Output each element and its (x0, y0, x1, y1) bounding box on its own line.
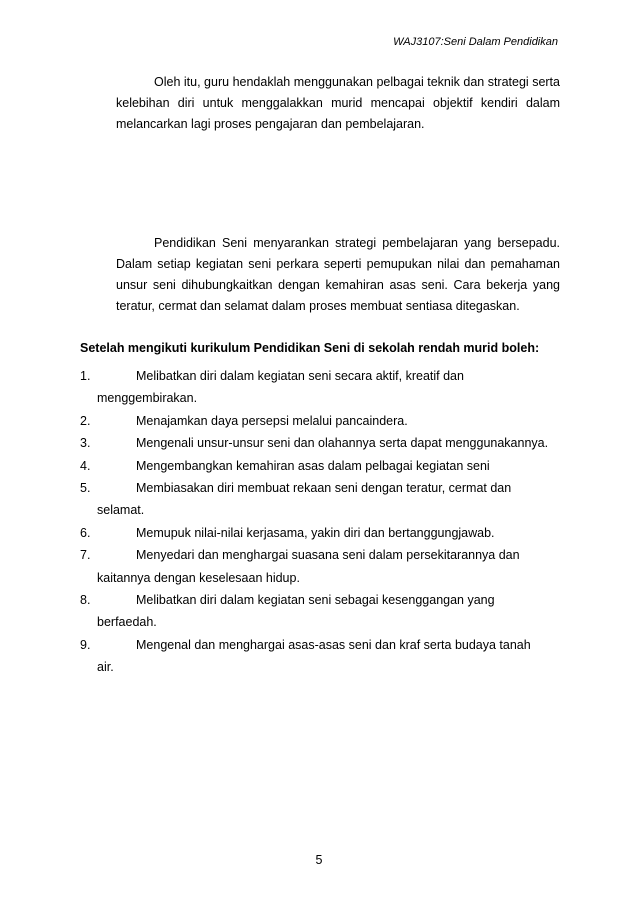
list-item-text: Membiasakan diri membuat rekaan seni dengan teratur, cermat dan (136, 481, 512, 496)
list-item (80, 455, 570, 477)
list-item (80, 410, 570, 432)
list-item-continuation: berfaedah. (97, 615, 157, 630)
list-item-continuation: selamat. (97, 503, 145, 518)
list-item (80, 589, 570, 634)
list-item (80, 522, 570, 544)
list-item-text: Mengembangkan kemahiran asas dalam pelbagai kegiatan seni (136, 458, 490, 473)
page-number: 5 (315, 853, 323, 867)
list-item (80, 477, 570, 522)
list-item-number: 5. (80, 481, 91, 496)
list-item-number: 7. (80, 548, 91, 563)
list-item-text: Memupuk nilai-nilai kerjasama, yakin diri dan bertanggungjawab. (136, 525, 495, 540)
list-item-text: Melibatkan diri dalam kegiatan seni secara aktif, kreatif dan (136, 369, 464, 383)
list-item-number: 2. (80, 413, 91, 428)
list-item-number: 3. (80, 436, 91, 451)
running-header: WAJ3107:Seni Dalam Pendidikan (393, 36, 558, 48)
list-item (80, 432, 570, 454)
list-item (80, 544, 570, 589)
list-item-text: Mengenali unsur-unsur seni dan olahannya serta dapat menggunakannya. (136, 436, 549, 451)
list-item (80, 365, 570, 410)
paragraph-strategy: Oleh itu, guru hendaklah menggunakan pelbagai teknik dan strategi serta kelebihan diri untuk menggalakkan murid mencapai objektif kendiri dalam melancarkan lagi proses pengajaran dan pembelajaran. (116, 75, 560, 131)
list-item-number: 9. (80, 637, 91, 652)
list-item-text: Melibatkan diri dalam kegiatan seni sebagai kesenggangan yang (136, 593, 495, 608)
paragraph-integrated-learning: Pendidikan Seni menyarankan strategi pembelajaran yang bersepadu. Dalam setiap kegiatan seni perkara seperti pemupukan nilai dan pemahaman unsur seni dihubungkaitkan dengan kemahiran asas seni. Cara bekerja yang teratur, cermat dan selamat dalam proses membuat sentiasa ditegaskan. (116, 236, 560, 313)
list-item-number: 1. (80, 369, 91, 383)
list-item (80, 634, 570, 679)
list-item-text: Mengenal dan menghargai asas-asas seni dan kraf serta budaya tanah (136, 637, 531, 652)
list-item-number: 6. (80, 525, 91, 540)
list-item-number: 4. (80, 458, 91, 473)
list-item-text: Menyedari dan menghargai suasana seni dalam persekitarannya dan (136, 548, 520, 563)
list-item-continuation: menggembirakan. (97, 391, 198, 406)
list-item-text: Menajamkan daya persepsi melalui pancaindera. (136, 413, 408, 428)
objectives-list (80, 365, 570, 679)
objectives-heading: Setelah mengikuti kurikulum Pendidikan Seni di sekolah rendah murid boleh: (80, 341, 540, 355)
list-item-number: 8. (80, 593, 91, 608)
list-item-continuation: kaitannya dengan keselesaan hidup. (97, 570, 300, 585)
list-item-continuation: air. (97, 660, 114, 675)
